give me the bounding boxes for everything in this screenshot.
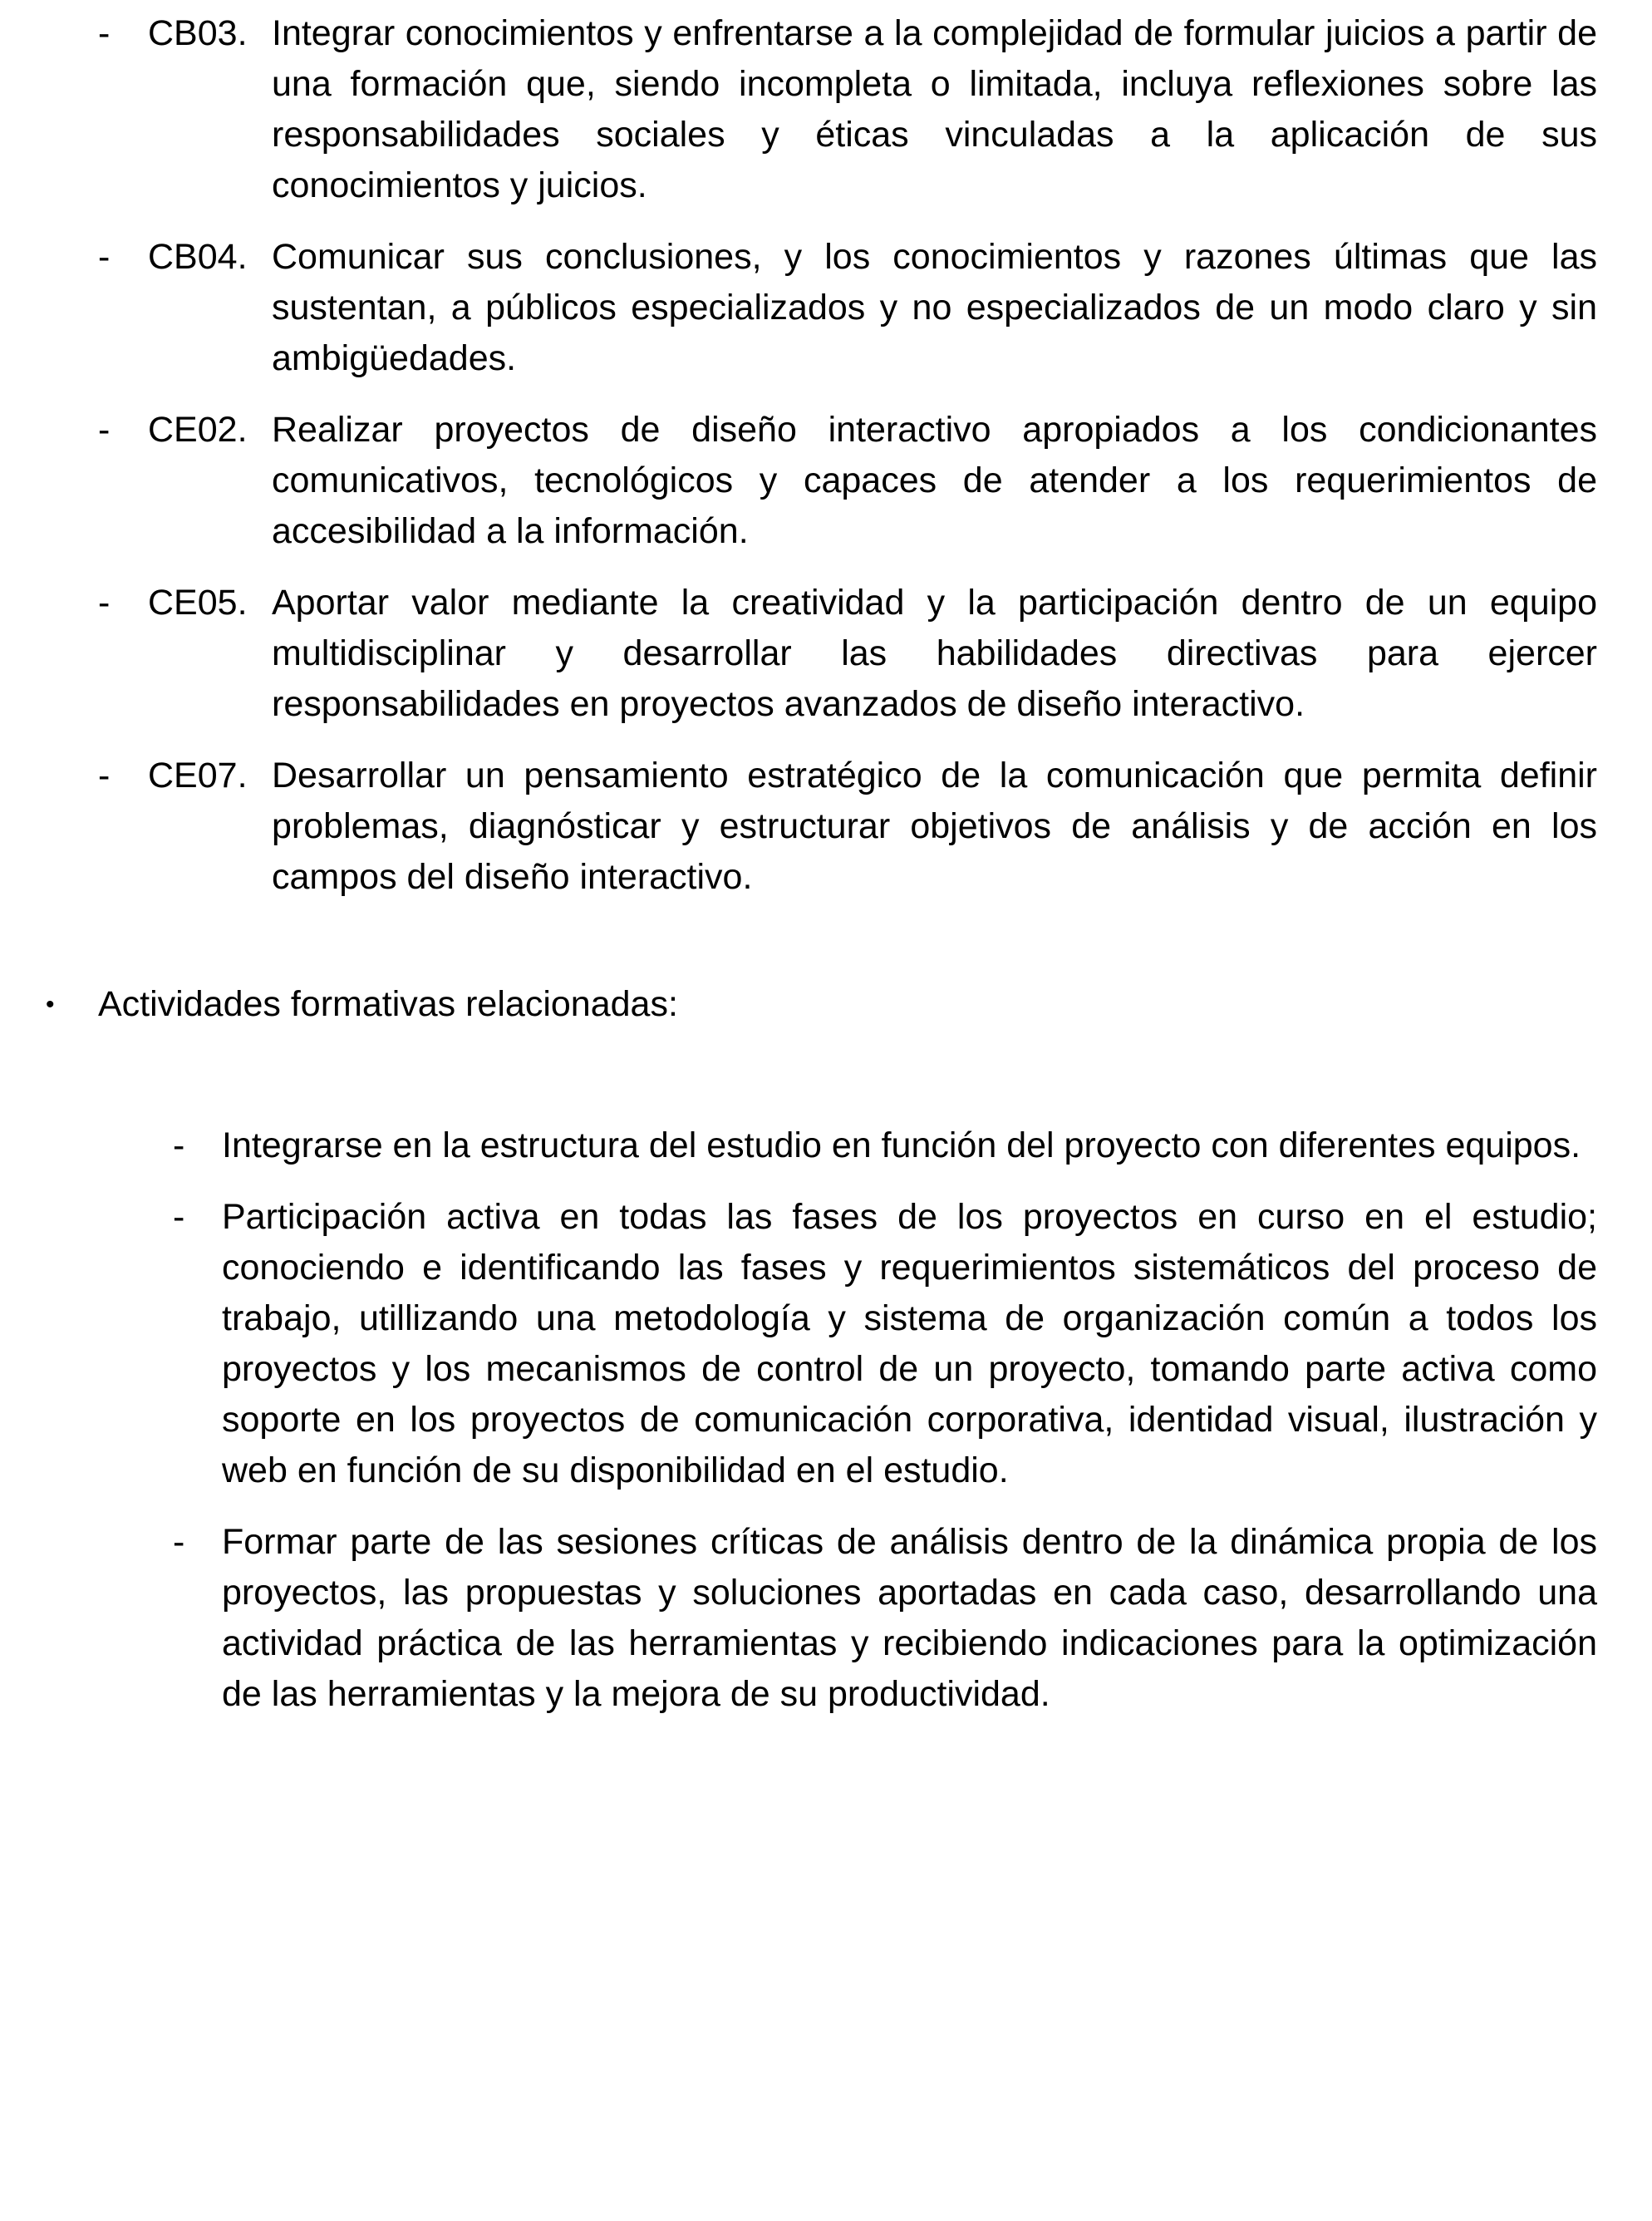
competence-text: Aportar valor mediante la creatividad y la participación dentro de un equipo multidisciplinar y desarrollar las habilidades directivas para ejercer responsabilidades en proyectos avanzados de diseño interactivo. xyxy=(272,583,1597,724)
competence-code: CE02. xyxy=(148,410,248,450)
competence-code: CB04. xyxy=(148,237,248,277)
list-item-ce05 xyxy=(0,578,1652,730)
activity-text: Integrarse en la estructura del estudio en función del proyecto con diferentes equipos. xyxy=(222,1125,1581,1165)
competence-text: Realizar proyectos de diseño interactivo apropiados a los condicionantes comunicativos, tecnológicos y capaces de atender a los requerimientos de accesibilidad a la información. xyxy=(272,410,1597,551)
list-item xyxy=(0,1192,1652,1496)
competence-text: Desarrollar un pensamiento estratégico de la comunicación que permita definir problemas, diagnósticar y estructurar objetivos de análisis y de acción en los campos del diseño interactivo. xyxy=(272,756,1597,897)
list-item xyxy=(0,1517,1652,1720)
activity-text: Participación activa en todas las fases de los proyectos en curso en el estudio; conociendo e identificando las fases y requerimientos sistemáticos del proceso de trabajo, utillizando una metodología y sistema de organización común a todos los proyectos y los mecanismos de control de un proyecto, tomando parte activa como soporte en los proyectos de comunicación corporativa, identidad visual, ilustración y web en función de su disponibilidad en el estudio. xyxy=(222,1197,1597,1490)
competence-text: Comunicar sus conclusiones, y los conocimientos y razones últimas que las sustentan, a públicos especializados y no especializados de un modo claro y sin ambigüedades. xyxy=(272,237,1597,378)
competence-code: CB03. xyxy=(148,13,248,53)
list-dash: - xyxy=(98,583,111,623)
list-item-cb03 xyxy=(0,8,1652,211)
list-item-ce02 xyxy=(0,405,1652,557)
competence-text: Integrar conocimientos y enfrentarse a la complejidad de formular juicios a partir de una formación que, siendo incompleta o limitada, incluya reflexiones sobre las responsabilidades sociales y éticas vinculadas a la aplicación de sus conocimientos y juicios. xyxy=(272,13,1597,205)
list-dash: - xyxy=(98,13,111,53)
list-item-ce07 xyxy=(0,751,1652,903)
list-item-cb04 xyxy=(0,232,1652,384)
list-dash: - xyxy=(173,1125,185,1165)
list-item xyxy=(0,1120,1652,1171)
competence-code: CE07. xyxy=(148,756,248,795)
list-dash: - xyxy=(173,1522,185,1562)
actividades-list xyxy=(0,1120,1652,1741)
competencias-list xyxy=(0,8,1652,923)
list-dash: - xyxy=(173,1197,185,1237)
bullet-icon: • xyxy=(46,991,55,1018)
section-heading: Actividades formativas relacionadas: xyxy=(98,984,678,1024)
competence-code: CE05. xyxy=(148,583,248,623)
list-dash: - xyxy=(98,410,111,450)
list-dash: - xyxy=(98,237,111,277)
list-dash: - xyxy=(98,756,111,795)
activity-text: Formar parte de las sesiones críticas de análisis dentro de la dinámica propia de los proyectos, las propuestas y soluciones aportadas en cada caso, desarrollando una actividad práctica de las herramientas y recibiendo indicaciones para la optimización de las herramientas y la mejora de su productividad. xyxy=(222,1522,1597,1714)
